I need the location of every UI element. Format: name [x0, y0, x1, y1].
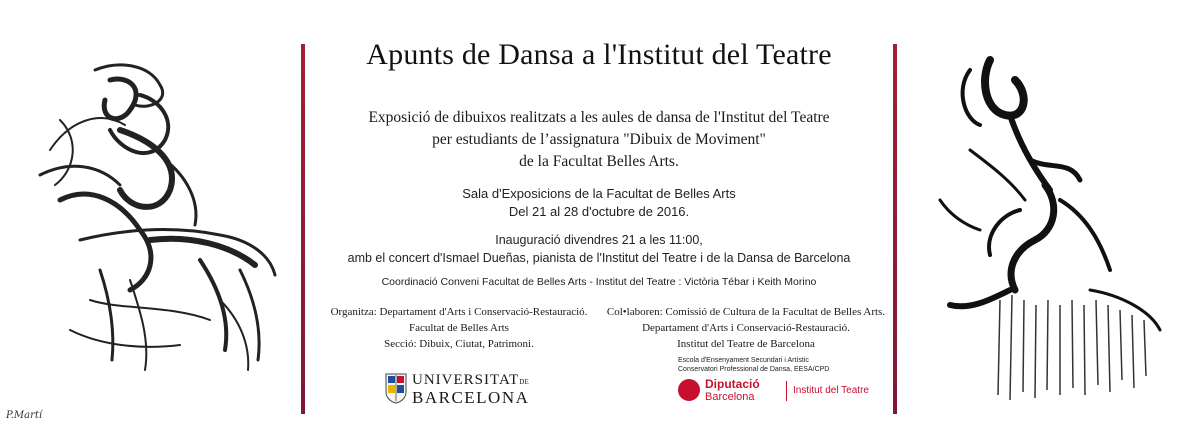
organizer-line: Facultat de Belles Arts — [409, 322, 509, 334]
organizer-line: Organitza: Departament d'Arts i Conservació-Restauració. — [330, 306, 588, 318]
exhibition-description — [306, 107, 892, 173]
poster-content — [306, 0, 892, 425]
university-city: BARCELONA — [412, 388, 530, 407]
charcoal-dancer-drawing — [0, 0, 300, 425]
school-line: Conservatori Professional de Dansa, EESA/CPD — [678, 366, 830, 373]
logo-divider — [786, 381, 787, 401]
venue-dates: Del 21 al 28 d'octubre de 2016. — [508, 204, 690, 219]
university-shield-icon — [384, 372, 408, 404]
collaborator-line: Institut del Teatre de Barcelona — [677, 338, 815, 350]
collaborator-line: Departament d'Arts i Conservació-Restauració. — [642, 322, 850, 334]
artist-signature: P.Martí — [6, 410, 43, 421]
school-text — [678, 356, 829, 374]
page-title: Apunts de Dansa a l'Institut del Teatre — [366, 38, 832, 71]
description-line: per estudiants de l’assignatura "Dibuix de Moviment" — [432, 131, 766, 148]
diputacio-city: Barcelona — [705, 391, 755, 403]
diputacio-barcelona-logo — [678, 378, 878, 404]
institut-teatre-label: Institut del Teatre — [793, 385, 869, 396]
description-line: de la Facultat Belles Arts. — [519, 153, 679, 170]
accent-rule-left — [301, 44, 305, 414]
organizer-line: Secció: Dibuix, Ciutat, Patrimoni. — [384, 338, 534, 350]
description-line: Exposició de dibuixos realitzats a les aules de dansa de l'Institut del Teatre — [368, 109, 830, 126]
university-barcelona-logo — [384, 372, 584, 412]
ink-dancer-drawing — [910, 0, 1200, 425]
venue-place: Sala d'Exposicions de la Facultat de Belles Arts — [462, 186, 736, 201]
collaborator-line: Col•laboren: Comissió de Cultura de la Facultat de Belles Arts. — [606, 306, 886, 318]
university-de: DE — [519, 378, 530, 386]
coordination-line: Coordinació Conveni Facultat de Belles Arts - Institut del Teatre : Victòria Tébar i Keith Morino — [381, 276, 817, 288]
inauguration-concert: amb el concert d'Ismael Dueñas, pianista de l'Institut del Teatre i de la Dansa de Barcelona — [347, 251, 851, 265]
collaborators-block — [601, 304, 891, 352]
inauguration-block — [306, 231, 892, 267]
diputacio-emblem-icon — [678, 379, 700, 401]
venue-block — [306, 185, 892, 221]
school-line: Escola d'Ensenyament Secundari i Artístic — [678, 357, 809, 364]
university-name: UNIVERSITAT — [412, 372, 520, 388]
inauguration-time: Inauguració divendres 21 a les 11:00, — [495, 233, 703, 247]
diputacio-label: Diputació — [705, 377, 760, 391]
accent-rule-right — [893, 44, 897, 414]
organizers-block — [324, 304, 594, 352]
